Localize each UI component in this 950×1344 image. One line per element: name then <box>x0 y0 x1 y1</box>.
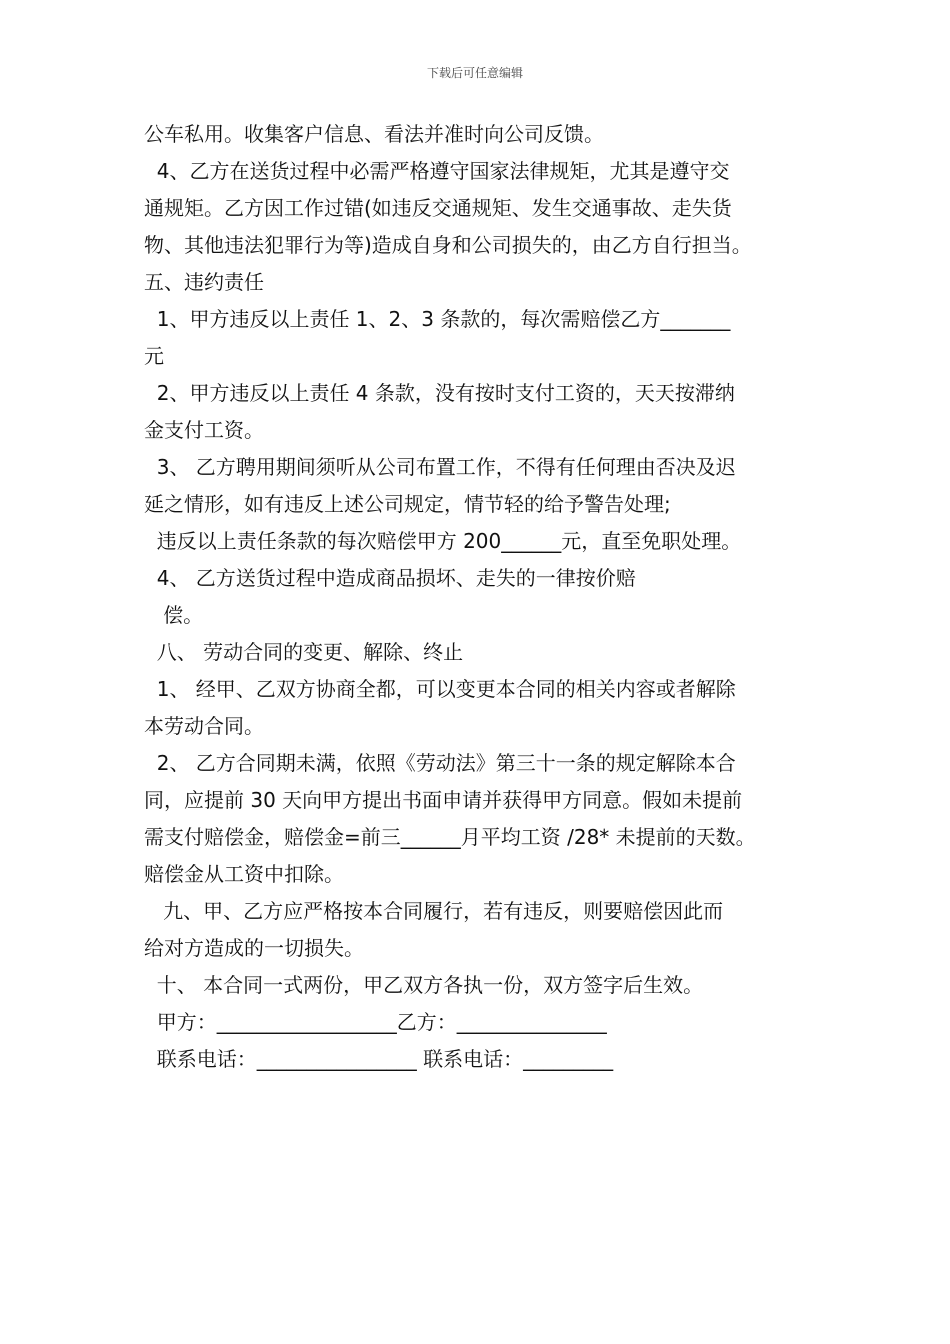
text-line: 元 <box>144 344 164 368</box>
text-line: 1、 经甲、乙双方协商全都，可以变更本合同的相关内容或者解除 <box>144 677 736 701</box>
signature-line-party-a-b: 甲方：__________________乙方：_______________ <box>144 1010 607 1034</box>
text-line: 1、甲方违反以上责任 1、2、3 条款的，每次需赔偿乙方_______ <box>144 307 731 331</box>
text-line: 公车私用。收集客户信息、看法并准时向公司反馈。 <box>144 122 604 146</box>
text-line: 2、 乙方合同期未满，依照《劳动法》第三十一条的规定解除本合 <box>144 751 736 775</box>
text-line: 需支付赔偿金，赔偿金=前三______月平均工资 /28* 未提前的天数。 <box>144 825 756 849</box>
text-line: 金支付工资。 <box>144 418 264 442</box>
text-line: 4、乙方在送货过程中必需严格遵守国家法律规矩，尤其是遵守交 <box>144 159 730 183</box>
text-line: 本劳动合同。 <box>144 714 264 738</box>
contact-phone-line: 联系电话：________________ 联系电话：_________ <box>144 1047 614 1071</box>
text-line: 通规矩。乙方因工作过错(如违反交通规矩、发生交通事故、走失货 <box>144 196 732 220</box>
section-heading: 五、违约责任 <box>144 270 264 294</box>
page-header-note: 下载后可任意编辑 <box>426 66 523 80</box>
text-line: 偿。 <box>144 603 204 627</box>
text-line: 赔偿金从工资中扣除。 <box>144 862 344 886</box>
text-line: 2、甲方违反以上责任 4 条款，没有按时支付工资的，天天按滞纳 <box>144 381 735 405</box>
text-line: 九、甲、乙方应严格按本合同履行，若有违反，则要赔偿因此而 <box>144 899 724 923</box>
text-line: 违反以上责任条款的每次赔偿甲方 200______元，直至免职处理。 <box>144 529 742 553</box>
text-line: 4、 乙方送货过程中造成商品损坏、走失的一律按价赔 <box>144 566 636 590</box>
text-line: 十、 本合同一式两份，甲乙双方各执一份，双方签字后生效。 <box>144 973 704 997</box>
contract-body <box>144 116 834 1078</box>
text-line: 同，应提前 30 天向甲方提出书面申请并获得甲方同意。假如未提前 <box>144 788 743 812</box>
text-line: 3、 乙方聘用期间须听从公司布置工作，不得有任何理由否决及迟 <box>144 455 736 479</box>
text-line: 物、其他违法犯罪行为等)造成自身和公司损失的，由乙方自行担当。 <box>144 233 752 257</box>
text-line: 延之情形，如有违反上述公司规定，情节轻的给予警告处理; <box>144 492 671 516</box>
section-heading: 八、 劳动合同的变更、解除、终止 <box>144 640 464 664</box>
text-line: 给对方造成的一切损失。 <box>144 936 364 960</box>
